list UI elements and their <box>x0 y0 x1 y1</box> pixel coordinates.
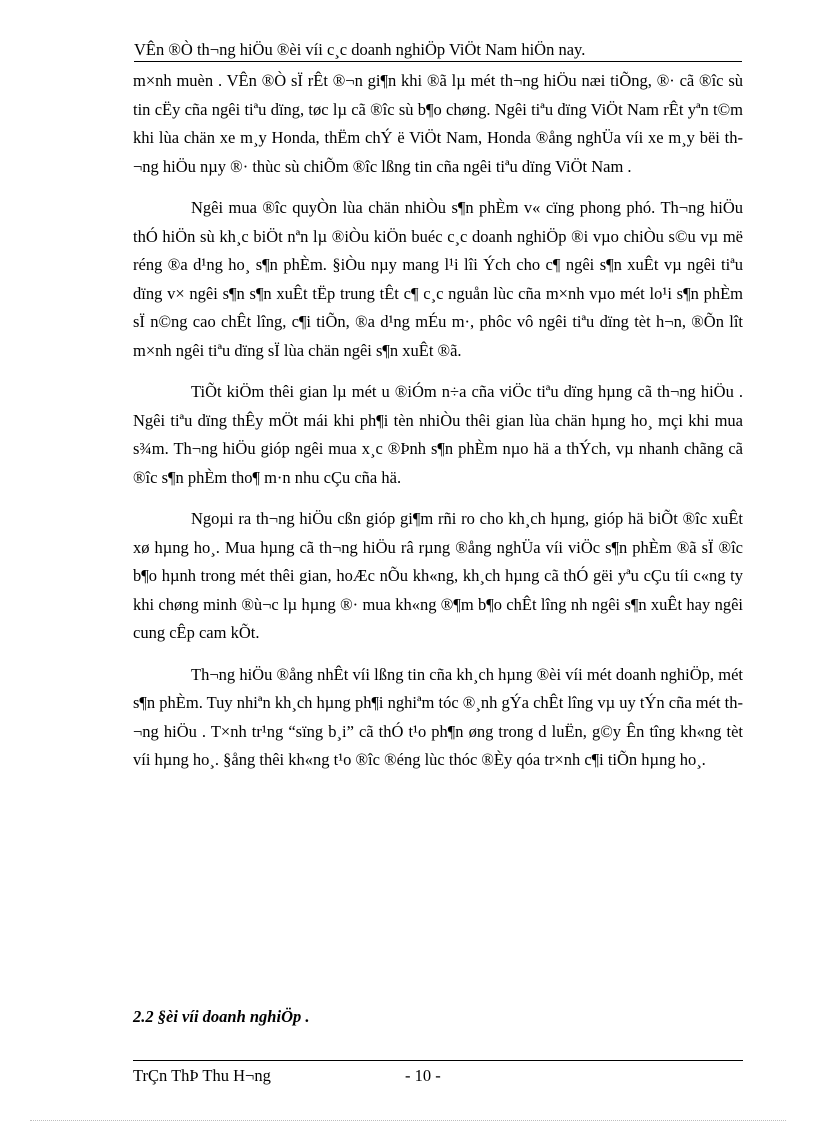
header-title: VÊn ®Ò th¬ng hiÖu ®èi víi c¸c doanh nghiÖp ViÖt Nam hiÖn nay. <box>134 40 586 59</box>
text-line: Ngêi mua ®îc quyÒn lùa chän nhiÒu s¶n phÈm v« cïng phong phó. <box>191 198 656 217</box>
text-line: nghiÖp, mét s¶n phÈm. Tuy nhiªn kh¸ch hµng ph¶i nghiªm tóc ®¸nh gÝa chÊt <box>133 664 743 712</box>
body-text <box>133 67 743 775</box>
text-line: sÏ lùa chän ngêi s¶n xuÊt ®ã. <box>267 340 462 360</box>
section-heading: 2.2 §èi víi doanh nghiÖp . <box>133 1007 310 1026</box>
text-line: trong d luËn, g©y Ên tîng kh«ng tèt víi hµng ho¸. §ång thêi kh«ng t¹o ®îc <box>133 721 743 769</box>
text-line: ®éng lùc thóc ®Èy qóa tr×nh c¶i tiÕn hµng ho¸. <box>384 750 706 769</box>
page-footer <box>133 1052 743 1092</box>
footer-rule <box>133 1060 743 1061</box>
text-line: cã ®îc sù tin cËy cña ngêi tiªu dïng, tøc lµ cã ®îc sù b¶o chøng. Ngêi tiªu <box>133 71 744 119</box>
text-line: lîng vµ uy tÝn cña mét th¬ng hiÖu . T×nh tr¹ng “sïng b¸i” cã thÓ t¹o ph¶n øng <box>133 693 744 741</box>
paragraph-time-saving <box>133 378 743 492</box>
text-line: m×nh muèn . VÊn ®Ò sÏ rÊt ®¬n gi¶n khi ®ã lµ mét th¬ng hiÖu næi tiÕng, ®· <box>133 71 675 90</box>
text-line: viÖc s¶n phÈm ®ã sÏ ®îc b¶o hµnh trong mét thêi gian, hoÆc nÕu kh«ng, <box>133 537 744 585</box>
paragraph-continuation <box>133 67 743 181</box>
text-line: hµng ho¸ mçi khi mua s¾m. Th¬ng hiÖu gióp ngêi mua x¸c ®Þnh s¶n phÈm <box>133 410 744 458</box>
text-line: TiÕt kiÖm thêi gian lµ mét u ®iÓm n÷a cña viÖc tiªu dïng hµng cã <box>191 382 653 401</box>
text-line: ®i vµo chiÒu s©u vµ më réng ®a d¹ng ho¸ s¶n phÈm. §iÒu nµy mang l¹i lîi Ých <box>133 226 743 274</box>
text-line: Th¬ng hiÖu thÓ hiÖn sù kh¸c biÖt nªn lµ ®iÒu kiÖn buéc c¸c doanh nghiÖp <box>133 198 744 246</box>
text-line: c¸c nguån lùc cña m×nh vµo mét lo¹i s¶n phÈm sÏ n©ng cao chÊt lîng, c¶i tiÕn, <box>133 283 744 331</box>
text-line: kh«ng ®¶m b¶o chÊt lîng nh ngêi s¶n xuÊt hay ngêi cung cÊp cam kÕt. <box>133 594 743 642</box>
page-bottom-border <box>30 1120 786 1121</box>
footer-author: TrÇn ThÞ Thu H¬ng <box>133 1066 271 1085</box>
text-line: tin cña ngêi tiªu dïng ViÖt Nam . <box>414 156 632 176</box>
text-line: Ngoµi ra th¬ng hiÖu cßn gióp gi¶m rñi ro cho kh¸ch hµng, gióp hä <box>191 509 644 528</box>
page-number: - 10 - <box>405 1066 441 1085</box>
text-line: cho c¶ ngêi s¶n xuÊt vµ ngêi tiªu dïng v× ngêi s¶n s¶n xuÊt tËp trung tÊt c¶ <box>133 255 744 303</box>
paragraph-consumer-choice <box>133 194 743 365</box>
page-header <box>134 38 742 62</box>
paragraph-risk-reduction <box>133 505 743 648</box>
header-rule <box>134 61 742 62</box>
paragraph-trust <box>133 661 743 775</box>
text-line: th¬ng hiÖu . Ngêi tiªu dïng thÊy mÖt mái khi ph¶i tèn nhiÒu thêi gian lùa chän <box>133 382 744 430</box>
text-line: dïng ViÖt Nam rÊt yªn t©m khi lùa chän xe m¸y Honda, thËm chÝ ë ViÖt Nam, <box>133 99 743 147</box>
text-line: Th¬ng hiÖu ®ång nhÊt víi lßng tin cña kh¸ch hµng ®èi víi mét doanh <box>191 664 657 684</box>
text-line: nµo hä a thÝch, vµ nhanh chãng cã ®îc s¶n phÈm tho¶ m·n nhu cÇu cña hä. <box>133 439 743 487</box>
text-line: ®a d¹ng mÉu m·, phôc vô ngêi tiªu dïng tèt h¬n, ®Õn lît m×nh ngêi tiªu dïng <box>133 312 743 360</box>
text-line: biÕt ®îc xuÊt xø hµng ho¸. Mua hµng cã th¬ng hiÖu râ rµng ®ång nghÜa víi <box>133 509 744 557</box>
text-line: Honda ®ång nghÜa víi xe m¸y bëi th¬ng hiÖu nµy ®· thùc sù chiÕm ®îc lßng <box>133 128 744 176</box>
text-line: kh¸ch hµng cã thÓ gëi yªu cÇu tíi c«ng ty khi chøng minh ®ù¬c lµ hµng ®· mua <box>133 566 744 614</box>
